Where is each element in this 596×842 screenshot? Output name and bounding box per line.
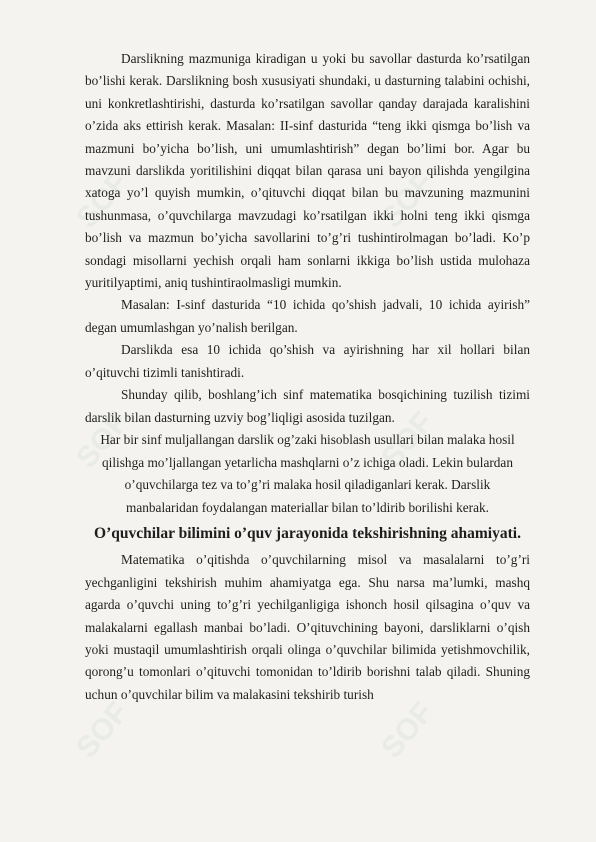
watermark-text: SOF	[70, 166, 136, 235]
watermark-text: SOF	[70, 406, 136, 475]
centered-line: manbalaridan foydalangan materiallar bilan to’ldirib borilishi kerak.	[126, 499, 489, 515]
watermark-text: SOF	[375, 406, 441, 475]
paragraph-structure-summary: Shunday qilib, boshlang’ich sinf matematika bosqichining tuzilish tizimi darslik bilan dasturning uzviy bog’liqligi asosida tuzilgan.	[85, 387, 530, 425]
watermark-text: SOF	[375, 696, 441, 765]
watermark-lower-right	[375, 696, 440, 764]
watermark-text: SOF	[70, 696, 136, 765]
paragraph-textbook-addition: Darslikda esa 10 ichida qo’shish va ayirishning har xil hollari bilan o’qituvchi tizimli tanishtiradi.	[85, 342, 530, 380]
centered-line: qilishga mo’ljallangan yetarlicha mashqlarni o’z ichiga oladi. Lekin bulardan	[102, 454, 513, 470]
paragraph-checking-importance: Matematika o’qitishda o’quvchilarning misol va masalalarni to’g’ri yechganligini tekshirish muhim ahamiyatga ega. Shu narsa ma’lumki, mashq agarda o’quvchi uning to’g’ri yechilganligiga ishonch hosil qilsagina o’quv va malakalarni egallash manbai bo’ladi. O’qituvchining bayoni, darsliklarni o’qish yoki mustaqil umumlashtirish orqali olinga o’quvchilar bilimida yetishmovchilik, qorong’u tomonlari o’qituvchi tomonidan to’ldirib borishni talab qiladi. Shuning uchun o’quvchilar bilim va malakasini tekshirib turish	[85, 552, 530, 702]
paragraph-textbook-content: Darslikning mazmuniga kiradigan u yoki bu savollar dasturda ko’rsatilgan bo’lishi kerak. Darslikning bosh xususiyati shundaki, u dasturning talabini ochishi, uni konkretlashtirishi, dasturda ko’rsatilgan savollar qanday darajada karalishini o’zida aks ettirish kerak. Masalan: II-sinf dasturida “teng ikki qismga bo’lish va mazmuni bo’yicha bo’lish, uni umumlashtirish” degan bo’limi bor. Agar bu mavzuni darslikda yoritilishini diqqat bilan qarasa uni bayon qilishda yengilgina xatoga yo’l quyish mumkin, o’qituvchi diqqat bilan bu mavzuning mazmunini tushunmasa, o’quvchilarga mavzudagi ko’rsatilgan ikki holni teng ikki qismga bo’lish va mazmun bo’yicha savollarini to’g’ri tushintirolmagan bo’ladi. Ko’p sondagi misollarni yechish orqali ham sonlarni ikkiga bo’lish ustida mulohaza yuritilyaptimi, aniq tushintiraolmasligi mumkin.	[85, 51, 530, 291]
section-heading: O’quvchilar bilimini o’quv jarayonida tekshirishning ahamiyati.	[94, 525, 521, 543]
paragraph-example-grade-1: Masalan: I-sinf dasturida “10 ichida qo’shish jadvali, 10 ichida ayirish” degan umumlashgan yo’nalish berilgan.	[85, 297, 530, 335]
centered-line: Har bir sinf muljallangan darslik og’zaki hisoblash usullari bilan malaka hosil	[100, 431, 515, 447]
centered-line: o’quvchilarga tez va to’g’ri malaka hosil qiladiganlari kerak. Darslik	[124, 477, 491, 493]
watermark-text: SOF	[375, 166, 441, 235]
watermark-lower-left	[70, 696, 135, 764]
document-page	[85, 48, 530, 706]
